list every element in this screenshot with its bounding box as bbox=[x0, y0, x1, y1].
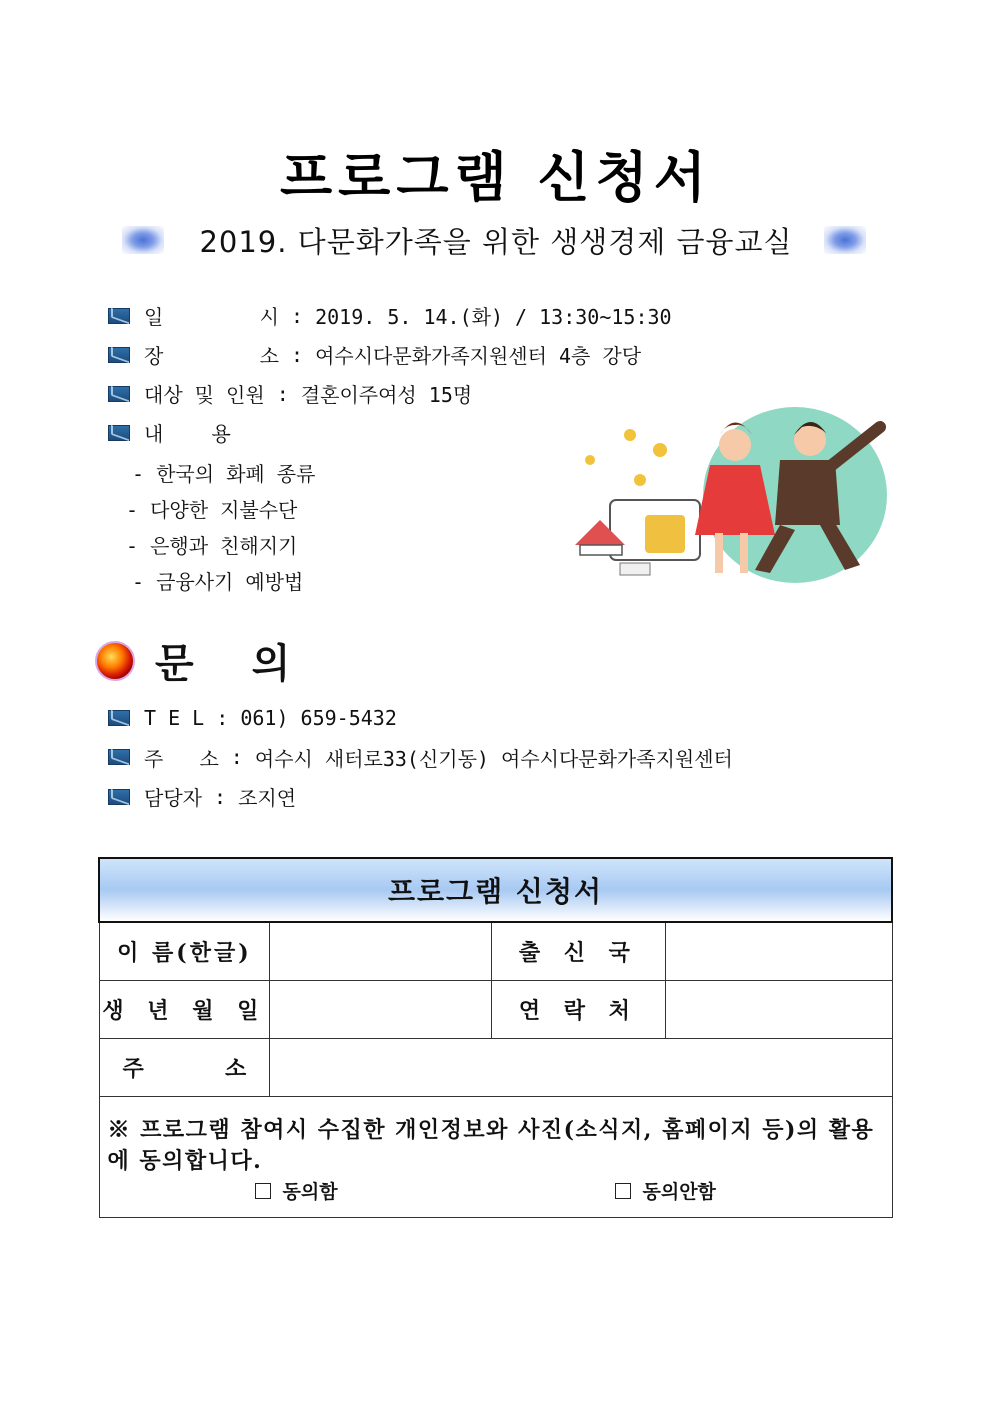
addr-char: 소 bbox=[224, 1056, 247, 1082]
name-label: 이 름(한글) bbox=[99, 922, 270, 981]
disagree-option[interactable] bbox=[615, 1177, 716, 1204]
envelope-icon bbox=[108, 308, 130, 324]
contact-value: 여수시 새터로33(신기동) 여수시다문화가족지원센터 bbox=[254, 746, 733, 771]
colon: : bbox=[278, 303, 316, 328]
envelope-icon bbox=[108, 789, 130, 805]
colon: : bbox=[278, 342, 316, 367]
info-value: 2019. 5. 14.(화) / 13:30~15:30 bbox=[315, 305, 672, 329]
colon: : bbox=[204, 705, 241, 730]
list-item: - 은행과 친해지기 bbox=[126, 534, 298, 558]
woman-head bbox=[719, 429, 751, 461]
checkbox-icon[interactable] bbox=[615, 1183, 631, 1199]
coin bbox=[624, 429, 636, 441]
info-label: 내 용 bbox=[144, 422, 231, 446]
envelope-icon bbox=[108, 347, 130, 363]
envelope-icon bbox=[108, 386, 130, 402]
form-title: 프로그램 신청서 bbox=[99, 858, 892, 922]
birth-label: 생 년 월 일 bbox=[99, 981, 270, 1039]
info-label: 장 소 bbox=[144, 344, 279, 368]
address-label bbox=[99, 1039, 270, 1097]
colon: : bbox=[218, 745, 255, 770]
woman-leg bbox=[740, 533, 748, 573]
info-value: 여수시다문화가족지원센터 4층 강당 bbox=[315, 344, 642, 368]
birth-input[interactable] bbox=[270, 981, 491, 1039]
list-item: - 한국의 화폐 종류 bbox=[132, 462, 316, 486]
name-input[interactable] bbox=[270, 922, 491, 981]
info-value: 결혼이주여성 15명 bbox=[300, 383, 473, 407]
contact-value: 조지연 bbox=[238, 786, 297, 811]
contact-input[interactable] bbox=[666, 981, 892, 1039]
finance-couple-illustration bbox=[570, 405, 890, 590]
inquiry-title: 문 의 bbox=[155, 640, 313, 687]
envelope-icon bbox=[108, 749, 130, 765]
contact-tel bbox=[108, 698, 733, 738]
consent-text: ※ 프로그램 참여시 수집한 개인정보와 사진(소식지, 홈페이지 등)의 활용에 동의합니다. bbox=[107, 1117, 875, 1174]
house-body bbox=[580, 545, 622, 555]
agree-label: 동의함 bbox=[282, 1181, 338, 1203]
contact-label: 주 소 bbox=[144, 746, 219, 771]
contact-label: 연 락 처 bbox=[491, 981, 666, 1039]
coin bbox=[653, 443, 667, 457]
colon: : bbox=[201, 784, 239, 809]
envelope bbox=[620, 563, 650, 575]
envelope-icon bbox=[108, 710, 130, 726]
contact-value: 061) 659-5432 bbox=[240, 705, 397, 730]
subtitle-row bbox=[0, 220, 992, 260]
colon: : bbox=[264, 381, 301, 406]
info-place bbox=[108, 335, 672, 374]
consent-section bbox=[99, 1097, 892, 1218]
contact-label: 담당자 bbox=[144, 786, 202, 811]
contact-label: T E L bbox=[144, 705, 205, 730]
content-list bbox=[126, 456, 315, 600]
disagree-label: 동의안함 bbox=[642, 1181, 716, 1203]
decor-right bbox=[824, 226, 866, 254]
addr-char: 주 bbox=[122, 1056, 144, 1082]
info-date bbox=[108, 296, 672, 335]
list-item: - 다양한 지불수단 bbox=[126, 498, 298, 522]
list-item: - 금융사기 예방법 bbox=[132, 570, 304, 594]
application-form bbox=[98, 857, 893, 1218]
country-input[interactable] bbox=[666, 922, 892, 981]
address-input[interactable] bbox=[270, 1039, 892, 1097]
coin bbox=[634, 474, 646, 486]
info-label: 대상 및 인원 bbox=[144, 383, 265, 407]
agree-option[interactable] bbox=[255, 1177, 338, 1204]
checkbox-icon[interactable] bbox=[255, 1183, 271, 1199]
coin bbox=[585, 455, 595, 465]
page-title: 프로그램 신청서 bbox=[280, 146, 712, 209]
contact-person bbox=[108, 777, 733, 817]
orb-bullet-icon bbox=[95, 641, 135, 681]
inquiry-header bbox=[95, 632, 312, 689]
envelope-icon bbox=[108, 425, 130, 441]
info-label: 일 시 bbox=[144, 305, 279, 329]
subtitle: 2019. 다문화가족을 위한 생생경제 금융교실 bbox=[199, 225, 793, 259]
coin-stack bbox=[645, 515, 685, 553]
contact-info bbox=[108, 698, 733, 817]
woman-leg bbox=[715, 533, 723, 573]
country-label: 출 신 국 bbox=[491, 922, 666, 981]
contact-address bbox=[108, 738, 733, 778]
